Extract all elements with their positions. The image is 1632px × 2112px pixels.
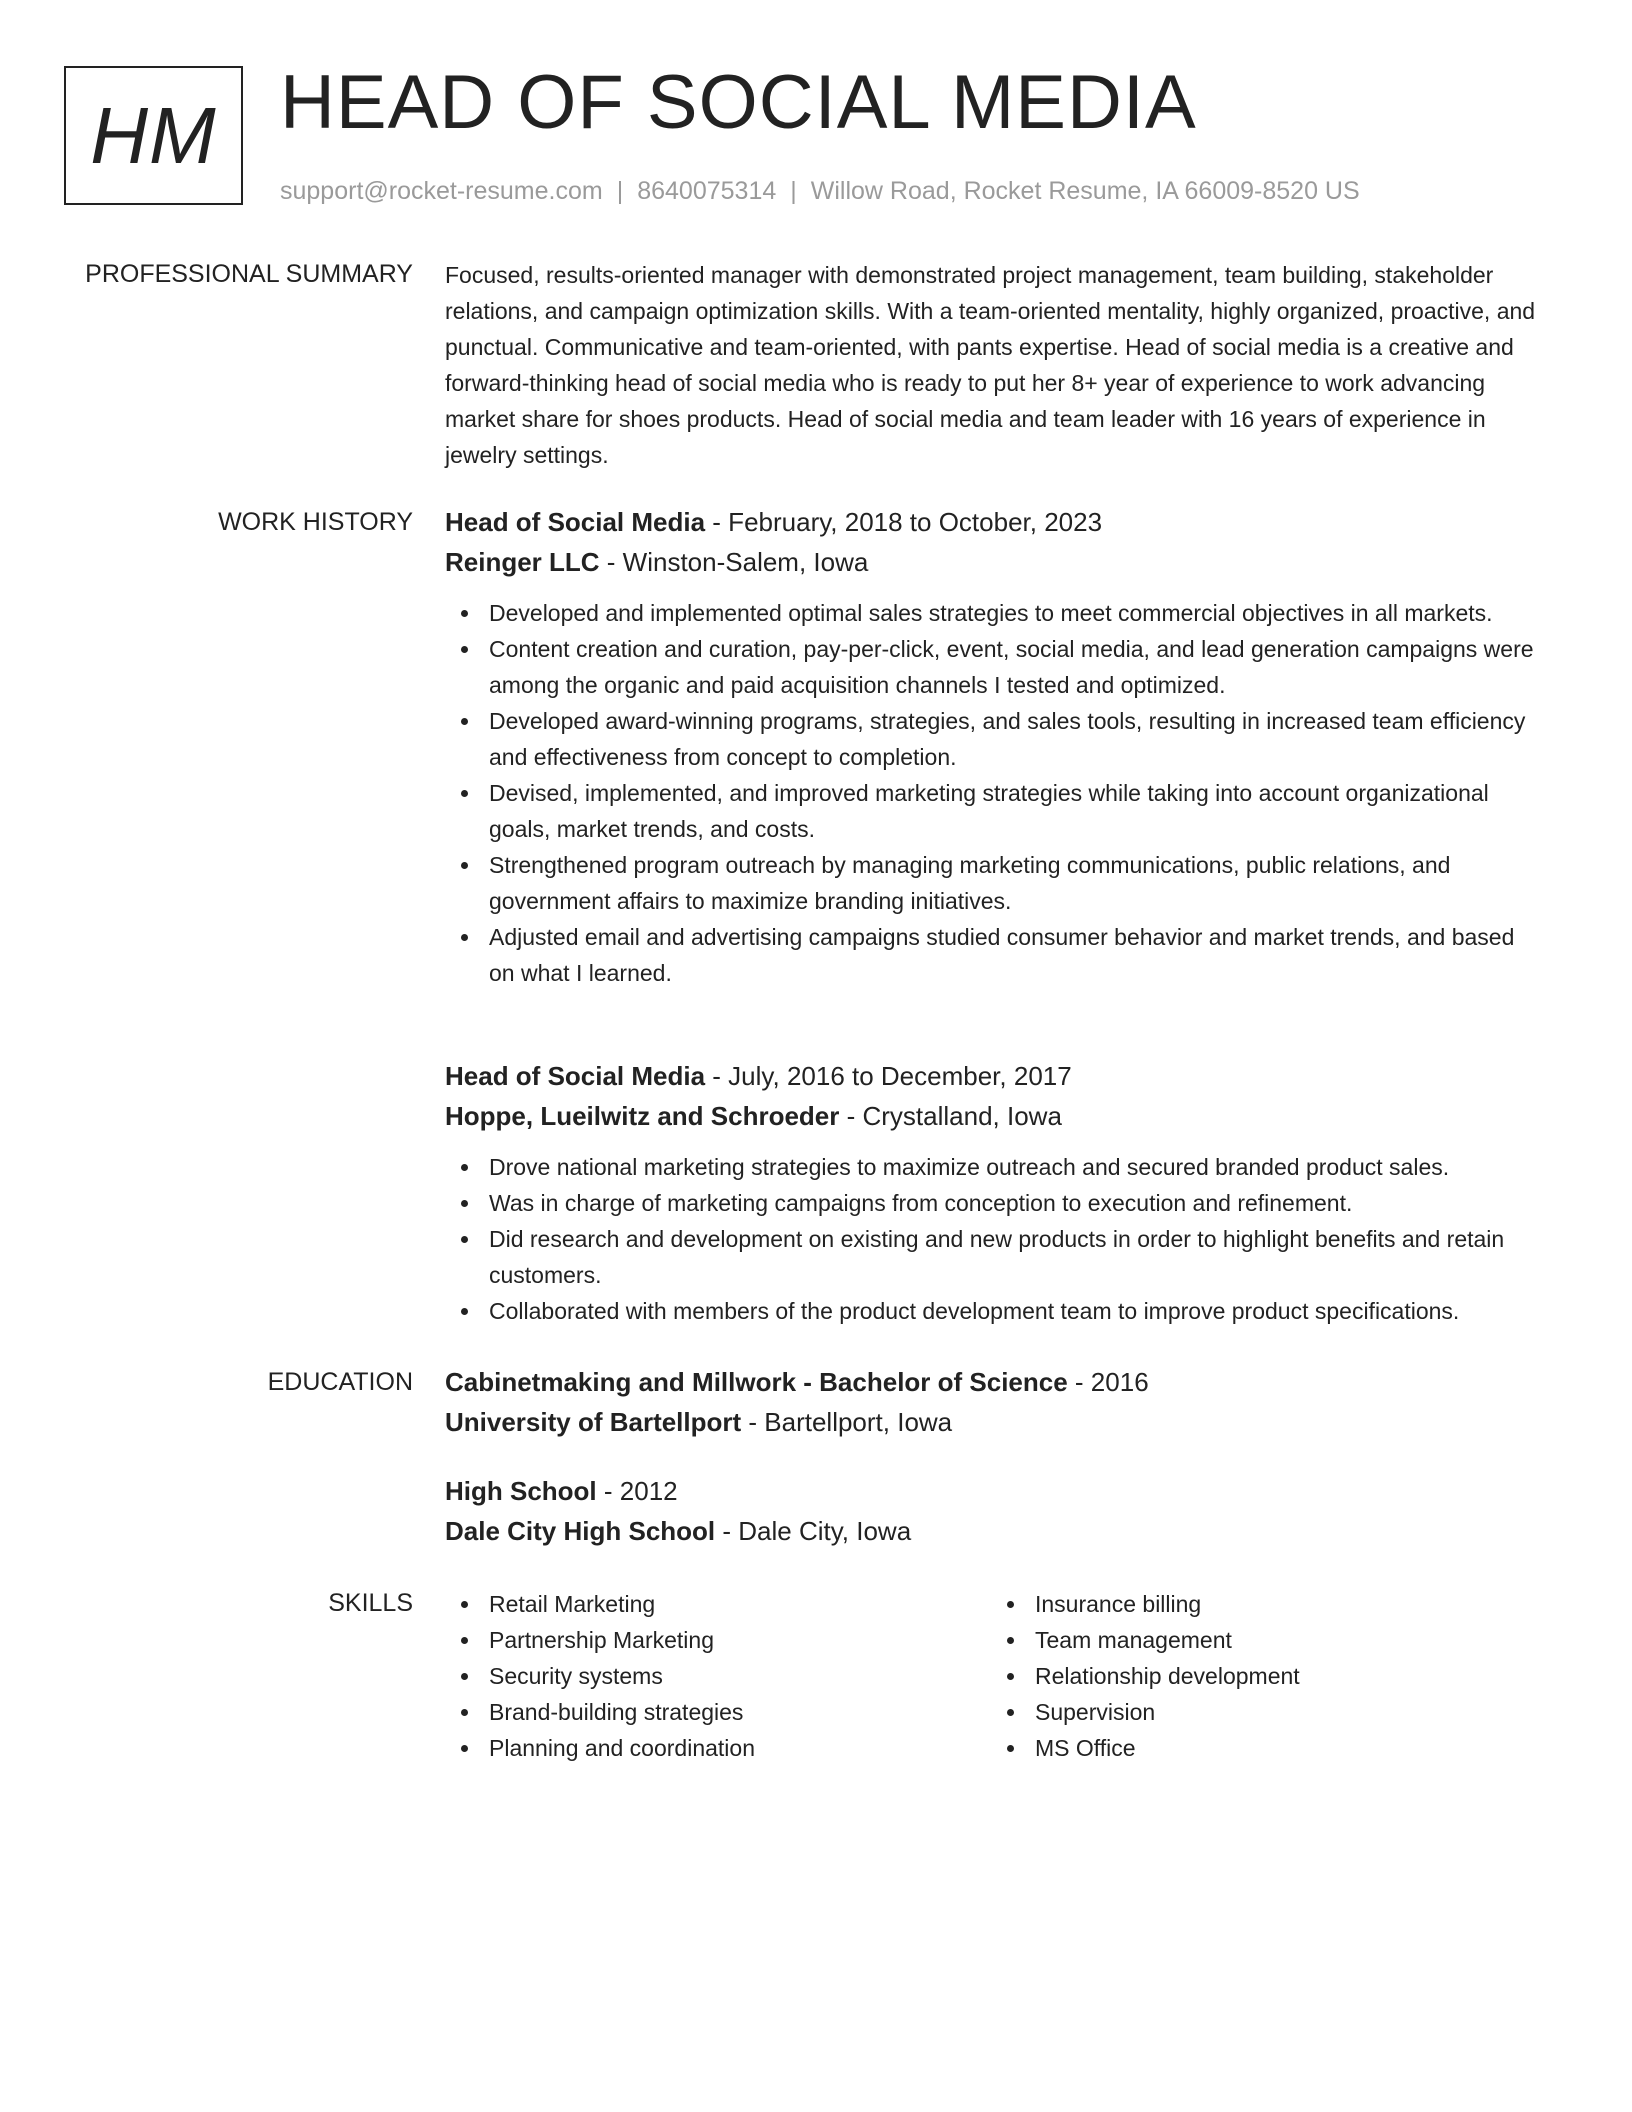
school-line — [445, 1402, 1545, 1442]
contact-separator: | — [616, 177, 624, 205]
school: Dale City High School — [445, 1516, 716, 1546]
job-dates: - July, 2016 to December, 2017 — [705, 1061, 1072, 1091]
skills-list-left — [445, 1586, 965, 1766]
monogram-initials: HM — [90, 90, 217, 180]
skill-item: Partnership Marketing — [445, 1622, 965, 1658]
skill-item: Planning and coordination — [445, 1730, 965, 1766]
job-bullet: Did research and development on existing and new products in order to highlight benefits and retain customers. — [445, 1221, 1545, 1293]
job-bullet: Adjusted email and advertising campaigns studied consumer behavior and market trends, and based on what I learned. — [445, 919, 1545, 991]
job-company: Reinger LLC — [445, 547, 600, 577]
school-line — [445, 1511, 1545, 1551]
job-title: Head of Social Media — [445, 1061, 706, 1091]
summary-section — [445, 257, 1545, 473]
degree-line — [445, 1471, 1545, 1511]
page-title: HEAD OF SOCIAL MEDIA — [280, 60, 1197, 145]
summary-text: Focused, results-oriented manager with demonstrated project management, team building, stakeholder relations, and campaign optimization skills. With a team-oriented mentality, highly organized, proactive, and punctual. Communicative and team-oriented, with pants expertise. Head of social media is a creative and forward-thinking head of social media who is ready to put her 8+ year of experience to work advancing market share for shoes products. Head of social media and team leader with 16 years of experience in jewelry settings. — [445, 262, 1536, 468]
skill-item: Relationship development — [991, 1658, 1511, 1694]
job-title-line — [445, 502, 1545, 542]
job-location: - Winston-Salem, Iowa — [599, 547, 869, 577]
education-heading: EDUCATION — [267, 1368, 413, 1396]
degree-year: - 2016 — [1067, 1367, 1149, 1397]
degree: Cabinetmaking and Millwork - Bachelor of Science — [445, 1367, 1068, 1397]
school: University of Bartellport — [445, 1407, 742, 1437]
job-bullet: Content creation and curation, pay-per-click, event, social media, and lead generation campaigns were among the organic and paid acquisition channels I tested and optimized. — [445, 631, 1545, 703]
summary-heading: PROFESSIONAL SUMMARY — [85, 260, 413, 288]
monogram-logo — [64, 66, 243, 205]
degree-year: - 2012 — [596, 1476, 678, 1506]
job-entry — [445, 1056, 1545, 1329]
degree: High School — [445, 1476, 597, 1506]
skill-item: Insurance billing — [991, 1586, 1511, 1622]
job-bullet: Was in charge of marketing campaigns from conception to execution and refinement. — [445, 1185, 1545, 1221]
job-title: Head of Social Media — [445, 507, 706, 537]
job-bullets — [445, 595, 1545, 991]
job-location: - Crystalland, Iowa — [839, 1101, 1062, 1131]
job-bullet: Developed award-winning programs, strategies, and sales tools, resulting in increased team efficiency and effectiveness from concept to completion. — [445, 703, 1545, 775]
degree-line — [445, 1362, 1545, 1402]
job-entry — [445, 502, 1545, 991]
job-bullet: Collaborated with members of the product development team to improve product specifications. — [445, 1293, 1545, 1329]
education-entry — [445, 1362, 1545, 1442]
skills-section — [445, 1586, 1545, 1786]
work-history-heading: WORK HISTORY — [218, 508, 413, 536]
school-location: - Bartellport, Iowa — [741, 1407, 953, 1437]
job-company: Hoppe, Lueilwitz and Schroeder — [445, 1101, 840, 1131]
skills-heading: SKILLS — [328, 1589, 413, 1617]
school-location: - Dale City, Iowa — [715, 1516, 912, 1546]
skill-item: Team management — [991, 1622, 1511, 1658]
job-company-line — [445, 542, 1545, 582]
skill-item: MS Office — [991, 1730, 1511, 1766]
job-bullet: Drove national marketing strategies to maximize outreach and secured branded product sales. — [445, 1149, 1545, 1185]
contact-separator: | — [790, 177, 797, 205]
skill-item: Brand-building strategies — [445, 1694, 965, 1730]
job-bullets — [445, 1149, 1545, 1329]
education-entry — [445, 1471, 1545, 1551]
skill-item: Retail Marketing — [445, 1586, 965, 1622]
skill-item: Supervision — [991, 1694, 1511, 1730]
job-title-line — [445, 1056, 1545, 1096]
job-company-line — [445, 1096, 1545, 1136]
job-bullet: Strengthened program outreach by managing marketing communications, public relations, and government affairs to maximize branding initiatives. — [445, 847, 1545, 919]
contact-email: support@rocket-resume.com — [280, 177, 603, 205]
skills-list-right — [991, 1586, 1511, 1766]
contact-phone: 8640075314 — [637, 177, 777, 205]
job-dates: - February, 2018 to October, 2023 — [705, 507, 1103, 537]
contact-line — [280, 174, 1360, 208]
contact-address: Willow Road, Rocket Resume, IA 66009-8520 US — [810, 177, 1360, 205]
job-bullet: Devised, implemented, and improved marketing strategies while taking into account organizational goals, market trends, and costs. — [445, 775, 1545, 847]
skill-item: Security systems — [445, 1658, 965, 1694]
job-bullet: Developed and implemented optimal sales strategies to meet commercial objectives in all markets. — [445, 595, 1545, 631]
